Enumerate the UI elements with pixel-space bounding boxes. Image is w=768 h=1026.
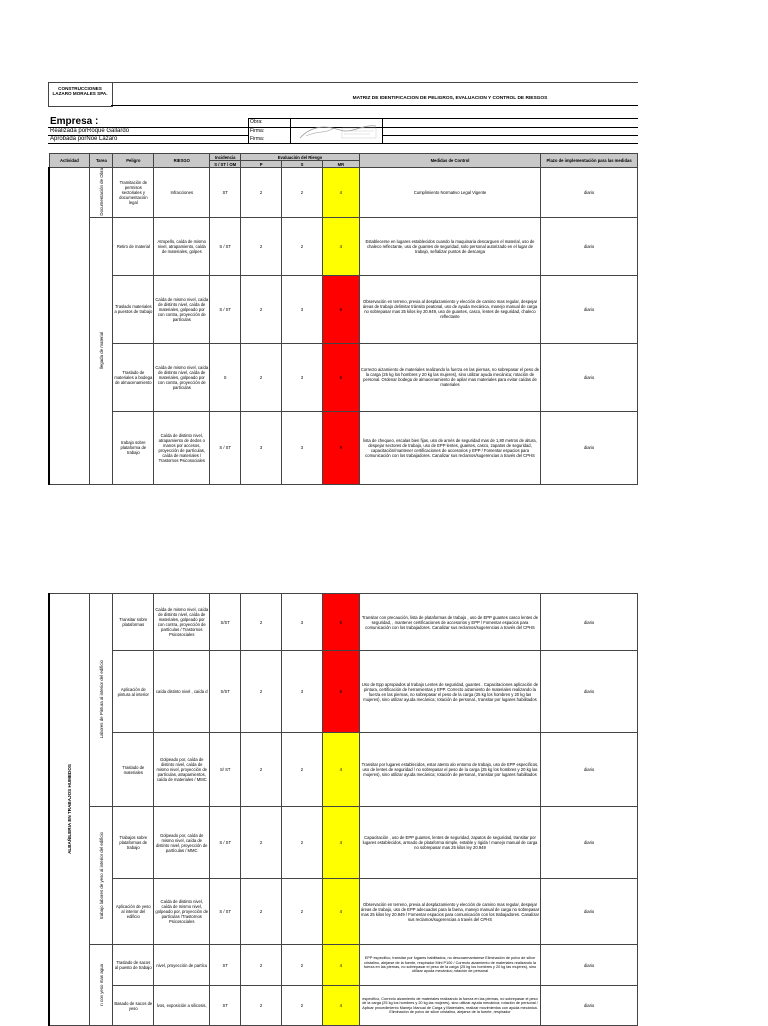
table-row — [49, 879, 638, 945]
col-incidencia: Incidencia — [210, 154, 241, 161]
col-evaluacion: Evaluación del Riesgo — [241, 154, 360, 161]
incidencia-cell: ST — [210, 945, 241, 986]
p-cell: 2 — [241, 807, 282, 879]
riesgo-cell: Golpeado por, caída de mismo nivel, caída de distinto nivel, proyección de partículas / MMC — [154, 807, 210, 879]
plazo-cell: diario — [541, 945, 638, 986]
incidencia-cell: S / ST — [210, 217, 241, 275]
riesgo-cell: Infracciones — [154, 168, 210, 218]
medidas-cell: Cumplimiento Normativo Legal Vigente — [359, 168, 540, 218]
p-cell: 2 — [241, 275, 282, 343]
p-cell: 2 — [241, 343, 282, 411]
riesgo-cell: nivel, proyección de partícu — [154, 945, 210, 986]
col-incidencia-sub: S / ST / OM — [210, 161, 241, 168]
medidas-cell: Capacitación , uso de EPP guantes, lentes de seguridad, zapatos de seguridad, transitar por lugares establecidos, armado de plataforma simple, estable y rigida / manejo manual de carga no sobrepasar mas 25 kilos ley 20.949 — [359, 807, 540, 879]
tarea-cell — [90, 945, 113, 1026]
peligro-cell: trabajo sobre plataforma de trabajo — [113, 411, 154, 484]
col-tarea: Tarea — [90, 154, 113, 168]
doc-title: MATRIZ DE IDENTIFICACION DE PELIGROS, EVALUACION Y CONTROL DE RIESGOS — [352, 96, 548, 101]
obra-line — [248, 118, 638, 119]
medidas-cell: lista de chequeo, escalas bien fijas, uso de arnés de seguridad mas de 1,80 metros de altura, despejar sectores de trabajo, uso de EPP lentes, guantes, casco, zapatos de seguridad, capacitación/mantener certificaciones de accesorios y EPP / Fomentar espacios para comunicación con los trabajadores. Canalizar sus reclamos/sugerencias a través del CPHS — [359, 411, 540, 484]
s-cell: 2 — [282, 733, 323, 807]
s-cell: 3 — [282, 594, 323, 651]
table-row — [49, 594, 638, 651]
table-row — [49, 411, 638, 484]
p-cell: 2 — [241, 594, 282, 651]
plazo-cell: diario — [541, 594, 638, 651]
col-p: P — [241, 161, 282, 168]
peligro-cell: Trabajos sobre plataformas de trabajo — [113, 807, 154, 879]
riesgo-cell: Atropello, caída de mismo nivel, atrapamiento, caída de materiales, golpes — [154, 217, 210, 275]
plazo-cell: diario — [541, 168, 638, 218]
tarea-label: Documentación de Obra — [98, 168, 104, 216]
col-s: S — [282, 161, 323, 168]
peligro-cell: Basado de sacos de yeso — [113, 986, 154, 1026]
mr-cell: 4 — [322, 807, 359, 879]
actividad-cell — [49, 594, 90, 1026]
peligro-cell: Aplicación de pintura al interior — [113, 651, 154, 733]
medidas-cell: especifico, Correcto aizamiento de materiales realizando la fuerza en las piernas, no sobrepasar el peso de la carga (25 kg los hombres y 20 kg las mujeres), sino utilizar ayuda mecánica; rotación de personal / Aplicar procedimiento Manejo Manual de Carga y Materiales, realizar movimientos con ayuda mecánica. Eliminación de polvo de sílice cristalino, alejarse de la fuente, respirador — [359, 986, 540, 1026]
s-cell: 2 — [282, 945, 323, 986]
actividad-cell — [49, 168, 90, 485]
s-cell: 2 — [282, 217, 323, 275]
medidas-cell: Transitar por lugares establecidos, estar atento alo entorno de trabajo, uso de EPP especificos, uso de lentes de seguridad / no sobrepasar el peso de la carga (25 kg los hombres y 20 kg las mujeres), sino utilizar ayuda mecánica; rotación de personal., transitar por lugares habilitados — [359, 733, 540, 807]
riesgo-cell: Caída de mismo nivel, caída de distinto nivel, caída de materiales, golpeado por con contra, proyección de partículas — [154, 275, 210, 343]
s-cell: 3 — [282, 651, 323, 733]
table-row — [49, 945, 638, 986]
peligro-cell: Tramitación de permisos sectoriales y documentación legal — [113, 168, 154, 218]
tarea-cell — [90, 594, 113, 807]
actividad-label: ALBAÑILERIA EN TRABAJOS HUMEDOS — [67, 764, 73, 854]
s-cell: 2 — [282, 879, 323, 945]
plazo-cell: diario — [541, 807, 638, 879]
incidencia-cell: S/ST — [210, 651, 241, 733]
company-name: CONSTRUCCIONES LAZARO MORALES SPA. — [52, 86, 108, 96]
realizada-por: Realizada porRoque Gallardo — [50, 128, 130, 134]
col-plazo: Plazo de implementación para las medidas — [541, 154, 638, 168]
s-cell: 3 — [282, 343, 323, 411]
vdivider-2 — [290, 118, 291, 143]
col-actividad: Actividad — [49, 154, 90, 168]
incidencia-cell: ST — [210, 168, 241, 218]
mr-cell: 4 — [322, 217, 359, 275]
p-cell: 2 — [241, 879, 282, 945]
incidencia-cell: ST — [210, 986, 241, 1026]
mr-cell: 6 — [322, 275, 359, 343]
incidencia-cell: S / ST — [210, 411, 241, 484]
p-cell: 2 — [241, 986, 282, 1026]
medidas-cell: Correcto aizamiento de materiales realizando la fuerza en las piernas, no sobrepasar el peso de la carga (25 kg los hombres y 20 kg las mujeres), sino utilizar ayuda mecánica; rotación de personal. Ordenar bodega de almacenamiento de apilar mas materiales para evitar caídas de materiales — [359, 343, 540, 411]
mr-cell: 4 — [322, 986, 359, 1026]
incidencia-cell: S / ST — [210, 879, 241, 945]
plazo-cell: diario — [541, 651, 638, 733]
medidas-cell: EPP especifico, transitar por lugares habilitados, no descoarmantarnse Eliminación de polvo de sílice cristalino, alejarse de la fuente, respirador Mini P100 / Correcto aizamiento de materiales realizando la fuerza en las piernas, no sobrepasar el peso de la carga (25 kg los hombres y 20 kg las mujeres), sino utilizar ayuda mecánica; rotación de personal — [359, 945, 540, 986]
aprobada-line — [48, 143, 638, 144]
tarea-label: n con yeso mas agua — [98, 963, 104, 1006]
tarea-label: llegada de material — [98, 331, 104, 369]
riesgo-cell: lvos, exposición a silicosis, — [154, 986, 210, 1026]
peligro-cell: Aplicación de yeso al interior del edificio — [113, 879, 154, 945]
matrix-table-page2 — [48, 593, 638, 1026]
plazo-cell: diario — [541, 986, 638, 1026]
riesgo-cell: Caída de distinto nivel, atrapamiento de dedos o manos por accesos, proyección de partículas, caída de materiales / Trastornos Psicosociales — [154, 411, 210, 484]
riesgo-cell: Caída de distinto nivel, caída de mismo nivel, golpeado por, proyección de partículas /Trastornos Psicosociales — [154, 879, 210, 945]
firma-line-right — [382, 135, 638, 136]
plazo-cell: diario — [541, 217, 638, 275]
mr-cell: 6 — [322, 594, 359, 651]
plazo-cell: diario — [541, 343, 638, 411]
plazo-cell: diario — [541, 411, 638, 484]
mr-cell: 4 — [322, 168, 359, 218]
empresa-label: Empresa : — [50, 116, 99, 127]
medidas-cell: Transitar con precaución, lista de plataformas de trabajo , uso de EPP guantes casco lentes de seguridad, , mantener certificaciones de accesorios y EPP / Fomentar espacios para comunicación con los trabajadores. Canalizar sus reclamos/sugerencias a través del CPHS — [359, 594, 540, 651]
signature-stamp — [298, 120, 380, 142]
plazo-cell: diario — [541, 275, 638, 343]
vdivider-1 — [248, 118, 249, 143]
mr-cell: 4 — [322, 879, 359, 945]
vdivider-3 — [382, 118, 383, 143]
tarea-label: trabajo labores de yeso al interior del edificio — [98, 831, 104, 919]
p-cell: 2 — [241, 168, 282, 218]
peligro-cell: Transitar sobre plataformas — [113, 594, 154, 651]
plazo-cell: diario — [541, 733, 638, 807]
header-divider — [111, 105, 638, 106]
firma2-label: Firma: — [250, 136, 265, 142]
mr-cell: 6 — [322, 343, 359, 411]
obra-label: Obra: — [250, 119, 263, 125]
matrix-table-page1 — [48, 153, 638, 485]
mr-cell: 6 — [322, 651, 359, 733]
mr-cell: 4 — [322, 945, 359, 986]
p-cell: 2 — [241, 651, 282, 733]
peligro-cell: Retiro de material — [113, 217, 154, 275]
riesgo-cell: Caída de mismo nivel, caída de distinto nivel, caída de materiales, golpeado por con contra, proyección de partículas / Trastornos Psicosociales — [154, 594, 210, 651]
p-cell: 2 — [241, 217, 282, 275]
tarea-cell — [90, 807, 113, 945]
peligro-cell: Traslado de sacos al puesto de trabajo — [113, 945, 154, 986]
s-cell: 2 — [282, 168, 323, 218]
tarea-label: Labores de Pintura al interior del edificio — [98, 660, 104, 739]
peligro-cell: Traslado de materiales a bodega de almacenamiento — [113, 343, 154, 411]
col-peligro: Peligro — [113, 154, 154, 168]
col-medidas: Medidas de Control — [359, 154, 540, 168]
header-frame — [48, 82, 638, 105]
tarea-cell — [90, 168, 113, 218]
table-row — [49, 807, 638, 879]
firma1-label: Firma: — [250, 128, 265, 134]
incidencia-cell: S / ST — [210, 275, 241, 343]
s-cell: 2 — [282, 807, 323, 879]
mr-cell: 4 — [322, 733, 359, 807]
s-cell: 2 — [282, 986, 323, 1026]
medidas-cell: Establecerse en lugares establecidos cuando la maquinaria descarguen el material, uso de chaleco reflectante, uso de guantes de seguridad, solo personal autorizado en el lugar de trabajo, señalizar puntos de descarga — [359, 217, 540, 275]
medidas-cell: Observación en terreno, previa al desplazamiento y elección de camino mas regular, despejar áreas de trabajo, uso de EPP adecuados para la faena, manejo manual de carga no sobrepasar mas 25 kilos ley 20.949 / Fomentar espacios para comunicación con los trabajadores. Canalizar sus reclamos/sugerencias a través del CPHS — [359, 879, 540, 945]
medidas-cell: Observación en terreno, previa al desplazamiento y elección de camino mas regular, despejar áreas de trabajo delimitar tránsito peatonal, uso de ayuda mecánica, manejo manual de carga no sobrepasar mas 25 kilos ley 20.949, uso de guantes, casco, lentes de seguridad, chaleco reflectante — [359, 275, 540, 343]
riesgo-cell: Golpeado por, caída de distinto nivel, caída de mismo nivel, proyección de partículas, atrapamientos, caída de materiales / MMC — [154, 733, 210, 807]
medidas-cell: Uso de Epp apropiados al trabajo Lentes de seguridad, guantes . Capacitaciones aplicación de pintura, certificación de herramientas y EPP. Correcto aizamiento de materiales realizando la fuerza en las piernas, no sobrepasar el peso de la carga (25 kg los hombres y 20 kg las mujeres), sino utilizar ayuda mecánica; rotación de personal., transitar por lugares habilitados — [359, 651, 540, 733]
table-row — [49, 168, 638, 218]
incidencia-cell: S/ST — [210, 594, 241, 651]
table-row — [49, 275, 638, 343]
header-row — [49, 154, 638, 161]
p-cell: 3 — [241, 411, 282, 484]
s-cell: 3 — [282, 275, 323, 343]
plazo-cell: diario — [541, 879, 638, 945]
table-row — [49, 217, 638, 275]
mr-cell: 9 — [322, 411, 359, 484]
riesgo-cell: Caída de mismo nivel, caída de distinto nivel, caída de materiales, golpeado por con contra, proyección de partículas — [154, 343, 210, 411]
p-cell: 2 — [241, 945, 282, 986]
riesgo-cell: caída distinto nivel , caída d — [154, 651, 210, 733]
incidencia-cell: S — [210, 343, 241, 411]
col-mr: MR — [322, 161, 359, 168]
aprobada-por: Aprobada porNoe Lázaro — [50, 136, 118, 142]
col-riesgo: RIESGO — [154, 154, 210, 168]
incidencia-cell: S/ ST — [210, 733, 241, 807]
table-row — [49, 733, 638, 807]
p-cell: 2 — [241, 733, 282, 807]
peligro-cell: Traslado materiales a puestos de trabajo — [113, 275, 154, 343]
table-row — [49, 343, 638, 411]
incidencia-cell: S / ST — [210, 807, 241, 879]
table-row — [49, 986, 638, 1026]
tarea-cell — [90, 217, 113, 484]
table-row — [49, 651, 638, 733]
s-cell: 3 — [282, 411, 323, 484]
peligro-cell: Traslado de materiales — [113, 733, 154, 807]
